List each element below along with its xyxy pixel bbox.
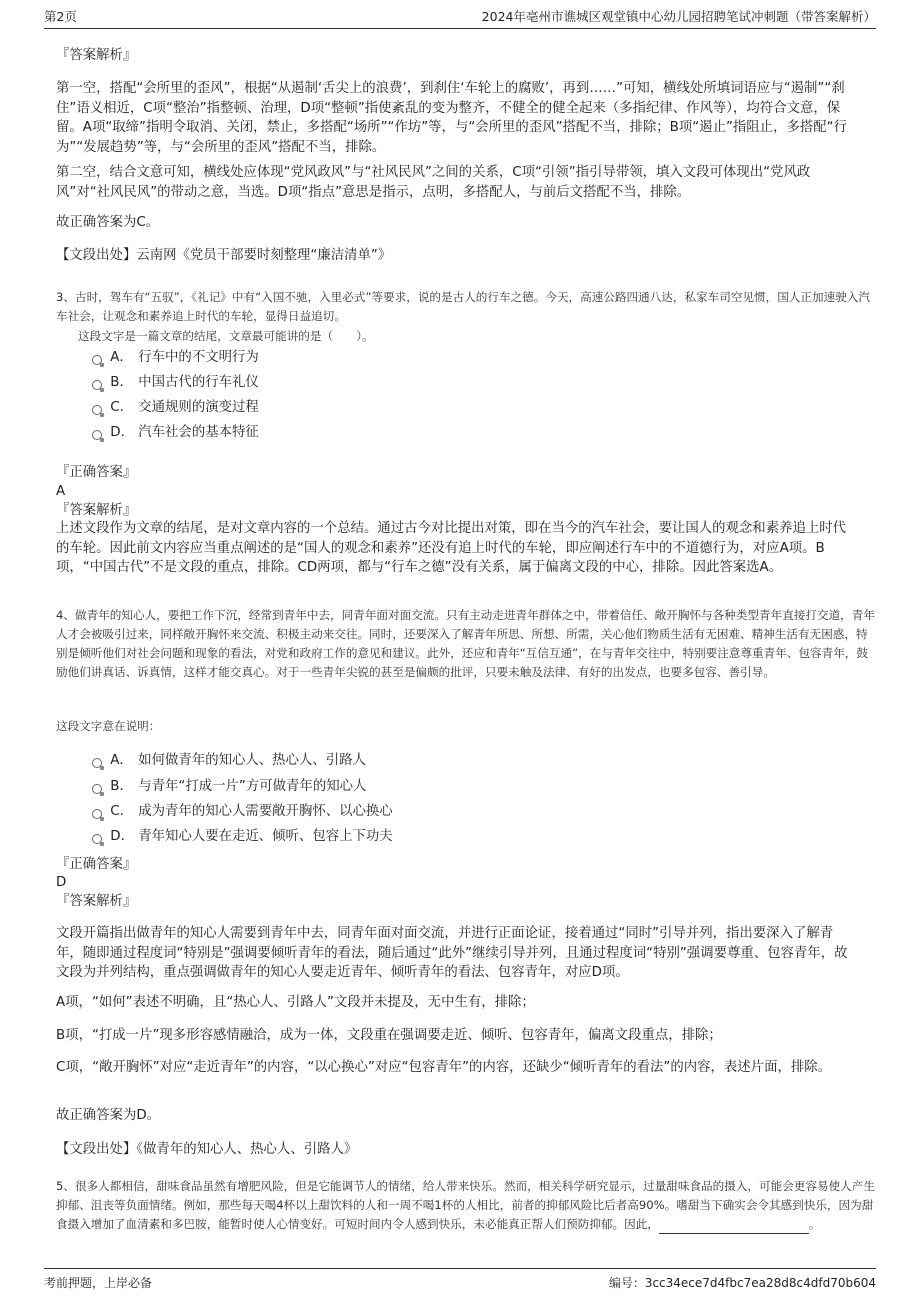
option-d[interactable]: D． 汽车社会的基本特征 — [92, 422, 259, 444]
correct-answer: D — [56, 875, 67, 890]
question-stem: 4、做青年的知心人，要把工作下沉，经常到青年中去，同青年面对面交流。只有主动走进青年群体之中，带着信任、敞开胸怀与各种类型青年直接打交道，青年人才会被吸引过来，同样敞开胸怀来交流、积极主动来交往。同时，还要深入了解青年所思、所想、所需，关心他们物质生活有无困难、精神生活有无困惑，特别是倾听他们对社会问题和现象的看法，对党和政府工作的意见和建议。此外，还应和青年“互信互通”，在与青年交往中，特别要注意尊重青年、包容青年，鼓励他们讲真话、诉真情，这样才能交真心。对于一些青年尖锐的甚至是偏颇的批评，只要未触及法律、有好的出发点，也要多包容、善引导。 — [56, 608, 875, 679]
radio-icon[interactable] — [92, 834, 102, 844]
question-stem: 3、古时，驾车有“五驭”，《礼记》中有“入国不驰，入里必式”等要求，说的是古人的行车之德。今天，高速公路四通八达，私家车司空见惯，国人正加速驶入汽车社会，让观念和素养追上时代的车轮，显得日益追切。 — [56, 290, 870, 323]
radio-icon[interactable] — [92, 355, 102, 365]
radio-icon[interactable] — [92, 758, 102, 768]
analysis-paragraph: 第一空，搭配“会所里的歪风”，根据“从遏制‘舌尖上的浪费’，到刹住‘车轮上的腐败’，再到……”可知，横线处所填词语应与“遏制”“刹住”语义相近，C项“整治”指整顿、治理，D项“整顿”指使紊乱的变为整齐，不健全的健全起来（多指纪律、作风等），均符合文意，保留。A项“取缔”指明令取消、关闭，禁止，多搭配“场所”“作坊”等，与“会所里的歪风”搭配不当，排除；B项“遏止”指阻止，多搭配“行为”“发展趋势”等，与“会所里的歪风”搭配不当，排除。 — [56, 81, 847, 155]
radio-icon[interactable] — [92, 784, 102, 794]
source-citation: 【文段出处】《做青年的知心人、热心人、引路人》 — [56, 1142, 358, 1157]
radio-icon[interactable] — [92, 809, 102, 819]
page-header — [44, 6, 876, 29]
conclusion: 故正确答案为D。 — [56, 1108, 161, 1123]
option-a[interactable]: A． 如何做青年的知心人、热心人、引路人 — [92, 750, 366, 772]
analysis-paragraph: 文段开篇指出做青年的知心人需要到青年中去，同青年面对面交流，并进行正面论证，接着通过“同时”引导并列，指出要深入了解青年，随即通过程度词“特别是”强调要倾听青年的看法，随后通过“此外”继续引导并列，且通过程度词“特别”强调要尊重、包容青年，故文段为并列结构，重点强调做青年的知心人要走近青年、倾听青年的看法、包容青年，对应D项。 — [56, 926, 848, 980]
question-prompt: 这段文字是一篇文章的结尾，文章最可能讲的是（ ）。 — [78, 329, 374, 343]
document-id: 编号：3cc34ece7d4fbc7ea28d8c4dfd70b604 — [608, 1276, 876, 1290]
correct-answer: A — [56, 484, 66, 499]
option-b[interactable]: B． 与青年“打成一片”方可做青年的知心人 — [92, 776, 366, 798]
analysis-label: 『答案解析』 — [56, 503, 137, 518]
analysis-paragraph: C项，“敞开胸怀”对应“走近青年”的内容，“以心换心”对应“包容青年”的内容，还缺少“倾听青年的看法”的内容，表述片面，排除。 — [56, 1060, 832, 1075]
analysis-label: 『答案解析』 — [56, 894, 137, 909]
fill-in-blank[interactable] — [659, 1219, 809, 1234]
analysis-paragraph: B项，“打成一片”现多形容感情融洽，成为一体，文段重在强调要走近、倾听、包容青年，偏离文段重点，排除； — [56, 1028, 722, 1043]
option-d[interactable]: D． 青年知心人要在走近、倾听、包容上下功夫 — [92, 826, 393, 848]
option-c[interactable]: C． 交通规则的演变过程 — [92, 397, 259, 419]
analysis-paragraph: A项，“如何”表述不明确，且“热心人、引路人”文段并未提及，无中生有，排除； — [56, 995, 535, 1010]
correct-answer-label: 『正确答案』 — [56, 465, 137, 480]
analysis-paragraph: 第二空，结合文意可知，横线处应体现“党风政风”与“社风民风”之间的关系，C项“引领”指引导带领，填入文段可体现出“党风政风”对“社风民风”的带动之意，当选。D项“指点”意思是指示，点明，多搭配人，与前后文搭配不当，排除。 — [56, 165, 811, 200]
question-stem: 5、很多人都相信，甜味食品虽然有增肥风险，但是它能调节人的情绪，给人带来快乐。然而，相关科学研究显示，过量甜味食品的摄入，可能会更容易使人产生抑郁、沮丧等负面情绪。例如，那些每天喝4杯以上甜饮料的人和一周不喝1杯的人相比，前者的抑郁风险比后者高90%。嗜甜当下确实会令其感到快乐，因为甜食摄入增加了血清素和多巴胺，能暂时使人心情变好。可短时间内令人感到快乐，未必能真正帮人们预防抑郁。因此， 。 — [56, 1177, 876, 1234]
analysis-label: 『答案解析』 — [56, 48, 137, 63]
correct-answer-label: 『正确答案』 — [56, 857, 137, 872]
radio-icon[interactable] — [92, 430, 102, 440]
page-number: 第2页 — [44, 9, 77, 24]
analysis-paragraph: 上述文段作为文章的结尾，是对文章内容的一个总结。通过古今对比提出对策，即在当今的汽车社会，要让国人的观念和素养追上时代的车轮。因此前文内容应当重点阐述的是“国人的观念和素养”还没有追上时代的车轮，即应阐述行车中的不道德行为，对应A项。B项，“中国古代”不是文段的重点，排除。CD两项，都与“行车之德”没有关系，属于偏离文段的中心，排除。因此答案选A。 — [56, 521, 847, 575]
document-title: 2024年亳州市谯城区观堂镇中心幼儿园招聘笔试冲刺题（带答案解析） — [481, 9, 876, 24]
footer-slogan: 考前押题，上岸必备 — [44, 1276, 153, 1290]
option-b[interactable]: B． 中国古代的行车礼仪 — [92, 372, 259, 394]
radio-icon[interactable] — [92, 405, 102, 415]
option-a[interactable]: A． 行车中的不文明行为 — [92, 347, 259, 369]
conclusion: 故正确答案为C。 — [56, 215, 160, 230]
option-c[interactable]: C． 成为青年的知心人需要敞开胸怀、以心换心 — [92, 801, 393, 823]
question-prompt: 这段文字意在说明： — [56, 719, 161, 733]
page-footer — [44, 1268, 876, 1295]
source-citation: 【文段出处】云南网《党员干部要时刻整理“廉洁清单”》 — [56, 248, 392, 263]
radio-icon[interactable] — [92, 380, 102, 390]
